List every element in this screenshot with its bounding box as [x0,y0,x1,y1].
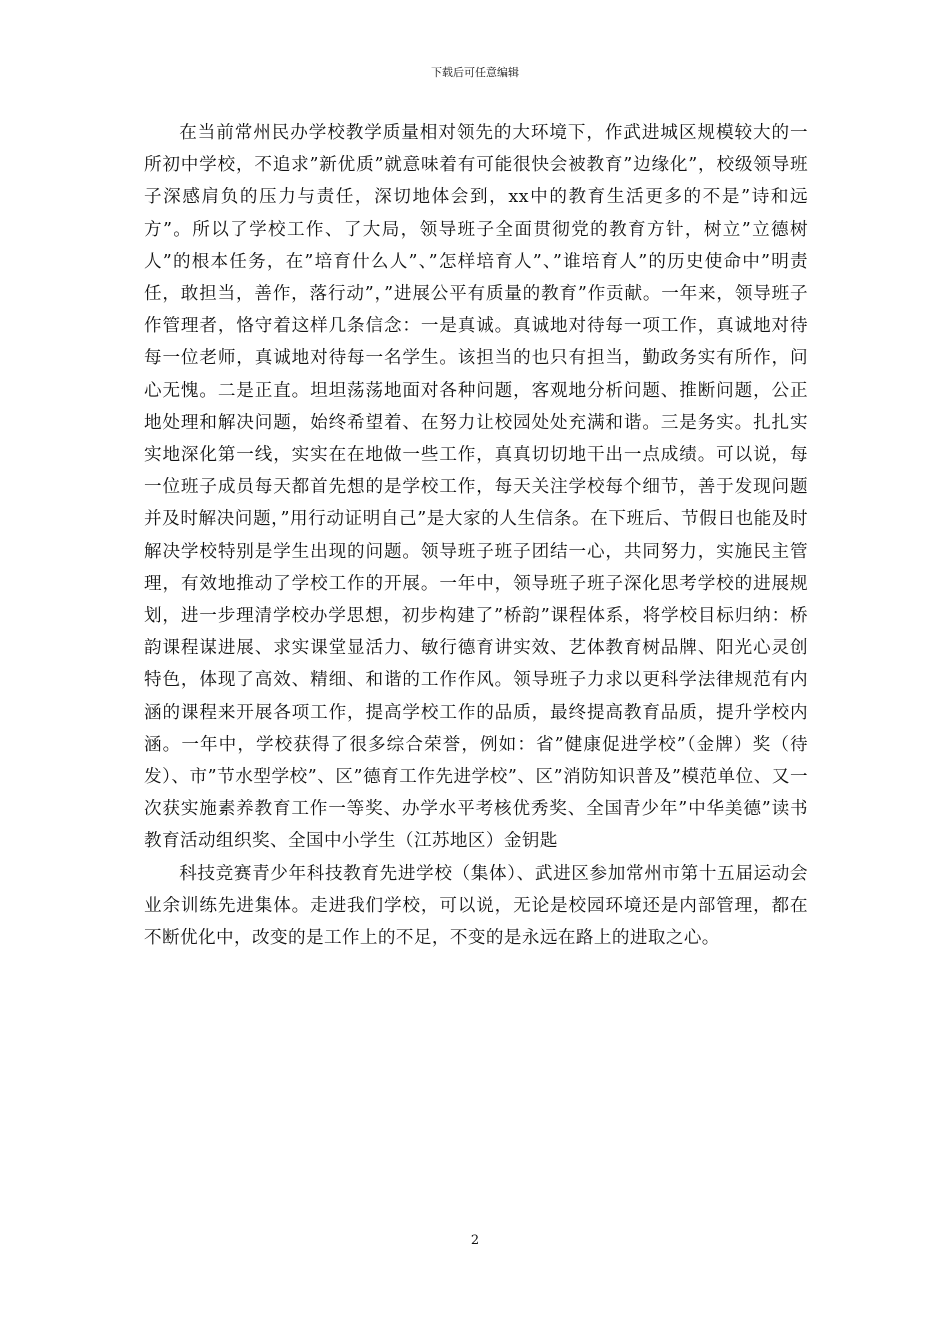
body-paragraph-2: 科技竞赛青少年科技教育先进学校（集体）、武进区参加常州市第十五届运动会业余训练先进集体。走进我们学校，可以说，无论是校园环境还是内部管理，都在不断优化中，改变的是工作上的不足，不变的是永远在路上的进取之心。 [144,863,808,949]
page-number: 2 [470,1233,480,1248]
body-paragraph-1: 在当前常州民办学校教学质量相对领先的大环境下，作武进城区规模较大的一所初中学校，不追求”新优质”就意味着有可能很快会被教育”边缘化”，校级领导班子深感肩负的压力与责任，深切地体会到，xx中的教育生活更多的不是”诗和远方”。所以了学校工作、了大局，领导班子全面贯彻党的教育方针，树立”立德树人”的根本任务，在”培育什么人”、”怎样培育人”、”谁培育人”的历史使命中”明责任，敢担当，善作，落行动”，”进展公平有质量的教育”作贡献。一年来，领导班子作管理者，恪守着这样几条信念：一是真诚。真诚地对待每一项工作，真诚地对待每一位老师，真诚地对待每一名学生。该担当的也只有担当，勤政务实有所作，问心无愧。二是正直。坦坦荡荡地面对各种问题，客观地分析问题、推断问题，公正地处理和解决问题，始终希望着、在努力让校园处处充满和谐。三是务实。扎扎实实地深化第一线，实实在在地做一些工作，真真切切地干出一点成绩。可以说，每一位班子成员每天都首先想的是学校工作，每天关注学校每个细节，善于发现问题并及时解决问题，”用行动证明自己”是大家的人生信条。在下班后、节假日也能及时解决学校特别是学生出现的问题。领导班子班子团结一心，共同努力，实施民主管理，有效地推动了学校工作的开展。一年中，领导班子班子深化思考学校的进展规划，进一步理清学校办学思想，初步构建了”桥韵”课程体系，将学校目标归纳：桥韵课程谋进展、求实课堂显活力、敏行德育讲实效、艺体教育树品牌、阳光心灵创特色，体现了高效、精细、和谐的工作作风。领导班子力求以更科学法律规范有内涵的课程来开展各项工作，提高学校工作的品质，最终提高教育品质，提升学校内涵。一年中，学校获得了很多综合荣誉，例如：省”健康促进学校”（金牌）奖（待发）、市”节水型学校”、区”德育工作先进学校”、区”消防知识普及”模范单位、又一次获实施素养教育工作一等奖、办学水平考核优秀奖、全国青少年”中华美德”读书教育活动组织奖、全国中小学生（江苏地区）金钥匙 [144,123,808,852]
document-body [144,117,808,954]
page-header-note: 下载后可任意编辑 [431,66,519,79]
